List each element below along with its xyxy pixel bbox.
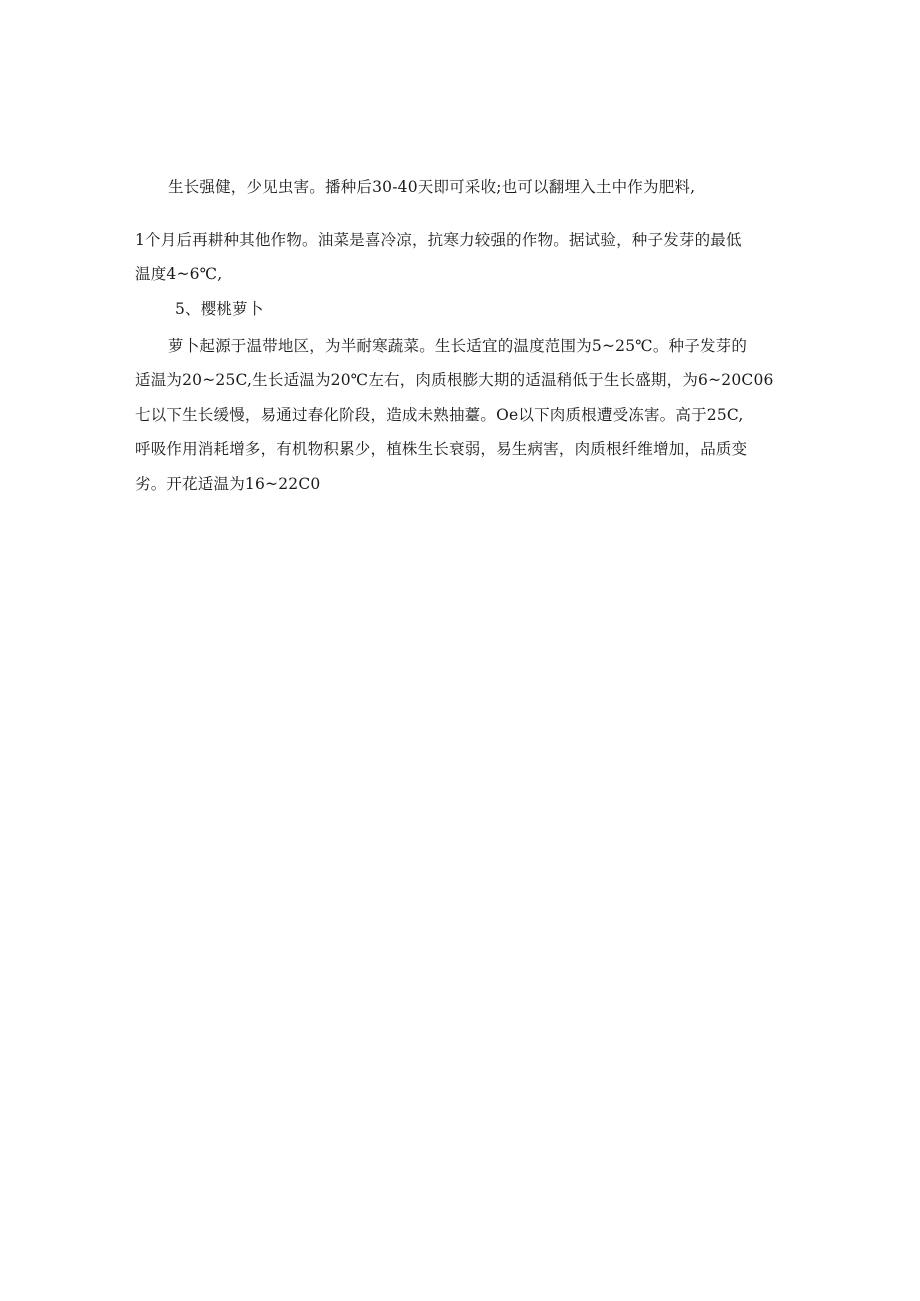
section-heading: 5、樱桃萝卜 (175, 300, 264, 318)
paragraph-3-line-5: 劣。开花适温为16~22C0 (135, 475, 321, 493)
paragraph-3-line-4: 呼吸作用消耗增多，有机物积累少，植株生长衰弱，易生病害，肉质根纤维增加，品质变 (135, 440, 748, 458)
paragraph-3-line-3: 七以下生长缓慢，易通过春化阶段，造成未熟抽薹。Oe以下肉质根遭受冻害。高于25C, (135, 406, 744, 424)
paragraph-1-line-1: 生长强健，少见虫害。播种后30-40天即可采收;也可以翻埋入土中作为肥料, (168, 178, 696, 196)
paragraph-3-line-1: 萝卜起源于温带地区，为半耐寒蔬菜。生长适宜的温度范围为5~25℃。种子发芽的 (168, 337, 748, 355)
paragraph-2-line-1: 1个月后再耕种其他作物。油菜是喜冷凉，抗寒力较强的作物。据试验，种子发芽的最低 (135, 231, 742, 249)
paragraph-2-line-2: 温度4~6℃, (135, 265, 223, 283)
paragraph-3-line-2: 适温为20~25C,生长适温为20℃左右，肉质根膨大期的适温稍低于生长盛期，为6~20C06 (135, 371, 774, 389)
